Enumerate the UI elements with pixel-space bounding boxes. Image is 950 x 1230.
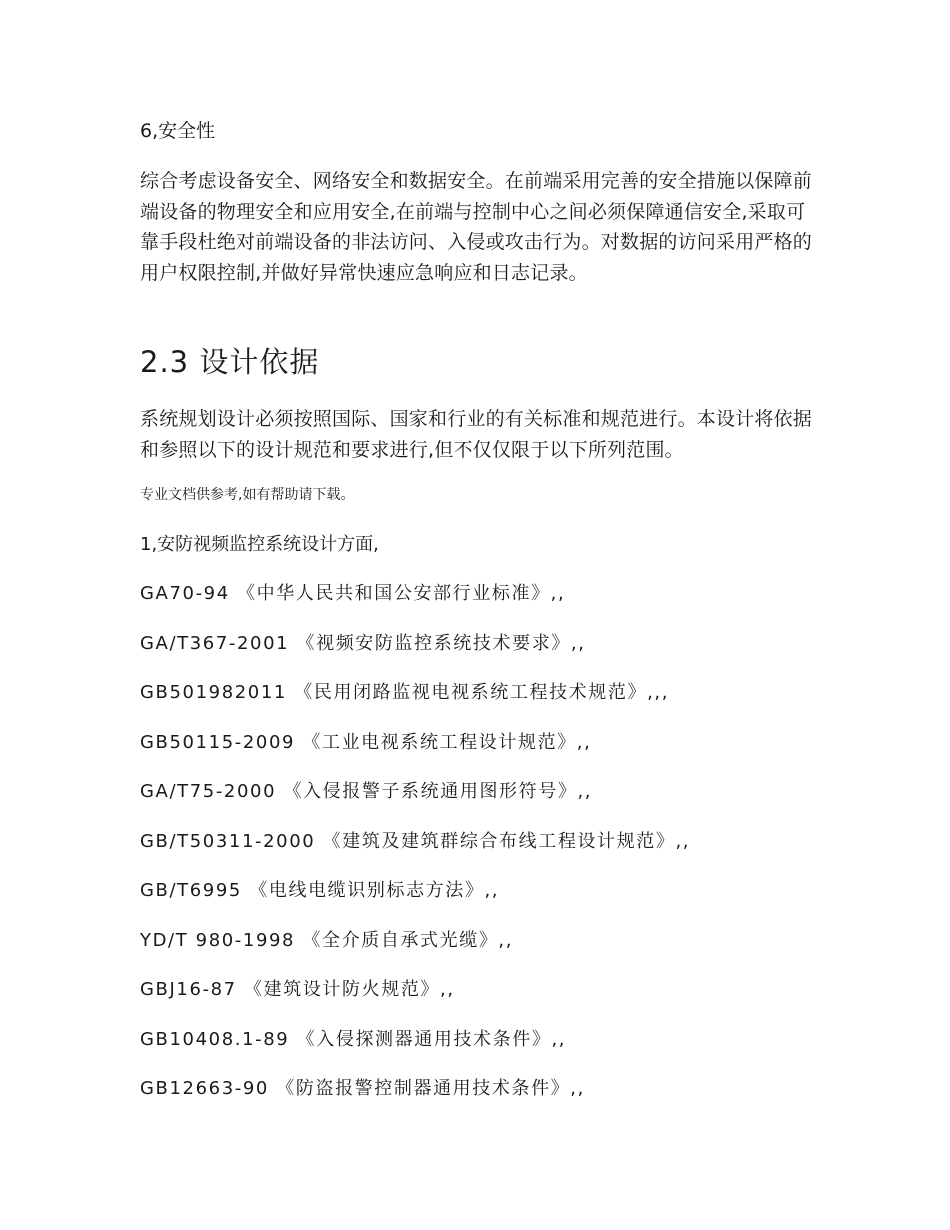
standard-item: GB50115-2009 《工业电视系统工程设计规范》,, [140, 731, 592, 753]
section-title: 6,安全性 [140, 120, 216, 142]
download-note: 专业文档供参考,如有帮助请下载。 [140, 487, 355, 503]
subheading-video-surveillance: 1,安防视频监控系统设计方面, [140, 534, 379, 555]
paragraph-design-basis: 系统规划设计必须按照国际、国家和行业的有关标准和规范进行。本设计将依据和参照以下的设计规范和要求进行,但不仅仅限于以下所列范围。 [140, 408, 813, 461]
paragraph-security: 综合考虑设备安全、网络安全和数据安全。在前端采用完善的安全措施以保障前端设备的物理安全和应用安全,在前端与控制中心之间必须保障通信安全,采取可靠手段杜绝对前端设备的非法访问、入侵或攻击行为。对数据的访问采用严格的用户权限控制,并做好异常快速应急响应和日志记录。 [140, 170, 813, 284]
standard-item: GB/T6995 《电线电缆识别标志方法》,, [140, 880, 500, 901]
standard-item: GB12663-90 《防盗报警控制器通用技术条件》,, [140, 1078, 585, 1099]
standard-item: GA/T367-2001 《视频安防监控系统技术要求》,, [140, 632, 586, 654]
standard-item: GB10408.1-89 《入侵探测器通用技术条件》,, [140, 1028, 567, 1050]
standard-item: GA70-94 《中华人民共和国公安部行业标准》,, [140, 583, 566, 604]
standard-item: GBJ16-87 《建筑设计防火规范》,, [140, 979, 455, 1000]
standard-item: GA/T75-2000 《入侵报警子系统通用图形符号》,, [140, 781, 593, 802]
standard-item: GB501982011 《民用闭路监视电视系统工程技术规范》,,, [140, 682, 670, 703]
standard-item: YD/T 980-1998 《全介质自承式光缆》,, [140, 929, 514, 951]
heading-design-basis: 2.3 设计依据 [140, 345, 320, 379]
standards-list [140, 581, 690, 1126]
standard-item: GB/T50311-2000 《建筑及建筑群综合布线工程设计规范》,, [140, 830, 691, 852]
